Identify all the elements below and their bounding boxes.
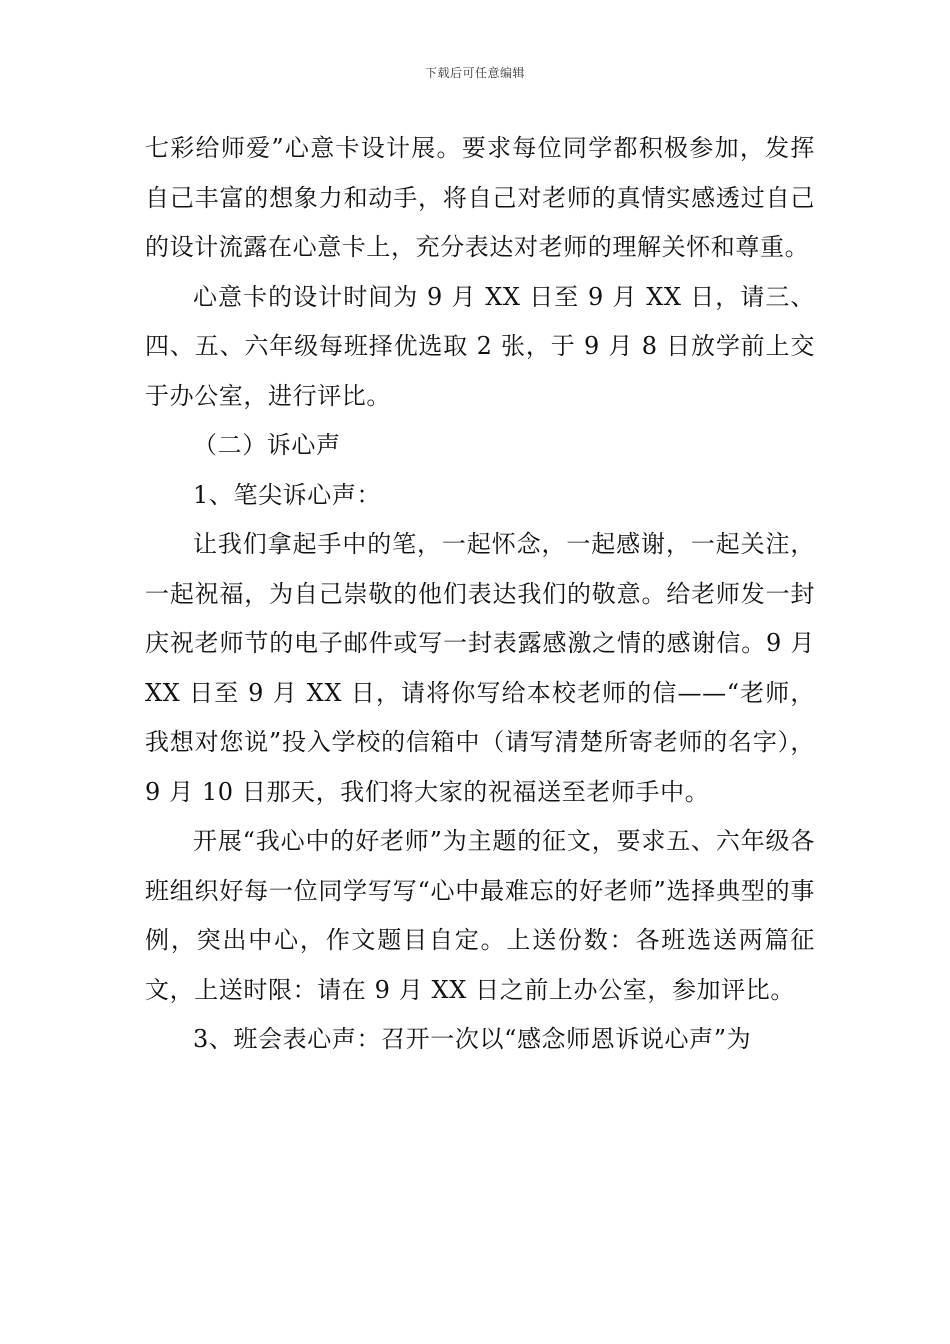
paragraph-letter: 让我们拿起手中的笔，一起怀念，一起感谢，一起关注，一起祝福，为自己崇敬的他们表达我们的敬意。给老师发一封庆祝老师节的电子邮件或写一封表露感激之情的感谢信。9 月 XX 日至 9 月 XX 日，请将你写给本校老师的信——“老师，我想对您说”投入学校的信箱中（请写清楚所寄老师的名字），9 月 10 日那天，我们将大家的祝福送至老师手中。 xyxy=(145,530,815,806)
paragraph-design-time: 心意卡的设计时间为 9 月 XX 日至 9 月 XX 日，请三、四、五、六年级每班择优选取 2 张，于 9 月 8 日放学前上交于办公室，进行评比。 xyxy=(145,282,815,410)
document-body xyxy=(145,124,815,1065)
paragraph-card-design: 七彩给师爱”心意卡设计展。要求每位同学都积极参加，发挥自己丰富的想象力和动手，将自己对老师的真情实感透过自己的设计流露在心意卡上，充分表达对老师的理解关怀和尊重。 xyxy=(145,134,815,261)
paragraph-essay: 开展“我心中的好老师”为主题的征文，要求五、六年级各班组织好每一位同学写写“心中最难忘的好老师”选择典型的事例，突出中心，作文题目自定。上送份数：各班选送两篇征文，上送时限：请在 9 月 XX 日之前上办公室，参加评比。 xyxy=(145,827,815,1004)
page-header: 下载后可任意编辑 xyxy=(424,66,525,80)
subheading-pen-voice: 1、笔尖诉心声： xyxy=(193,480,382,509)
section-heading-voice: （二）诉心声 xyxy=(193,431,341,459)
paragraph-class-meeting: 3、班会表心声：召开一次以“感念师恩诉说心声”为 xyxy=(193,1025,752,1053)
